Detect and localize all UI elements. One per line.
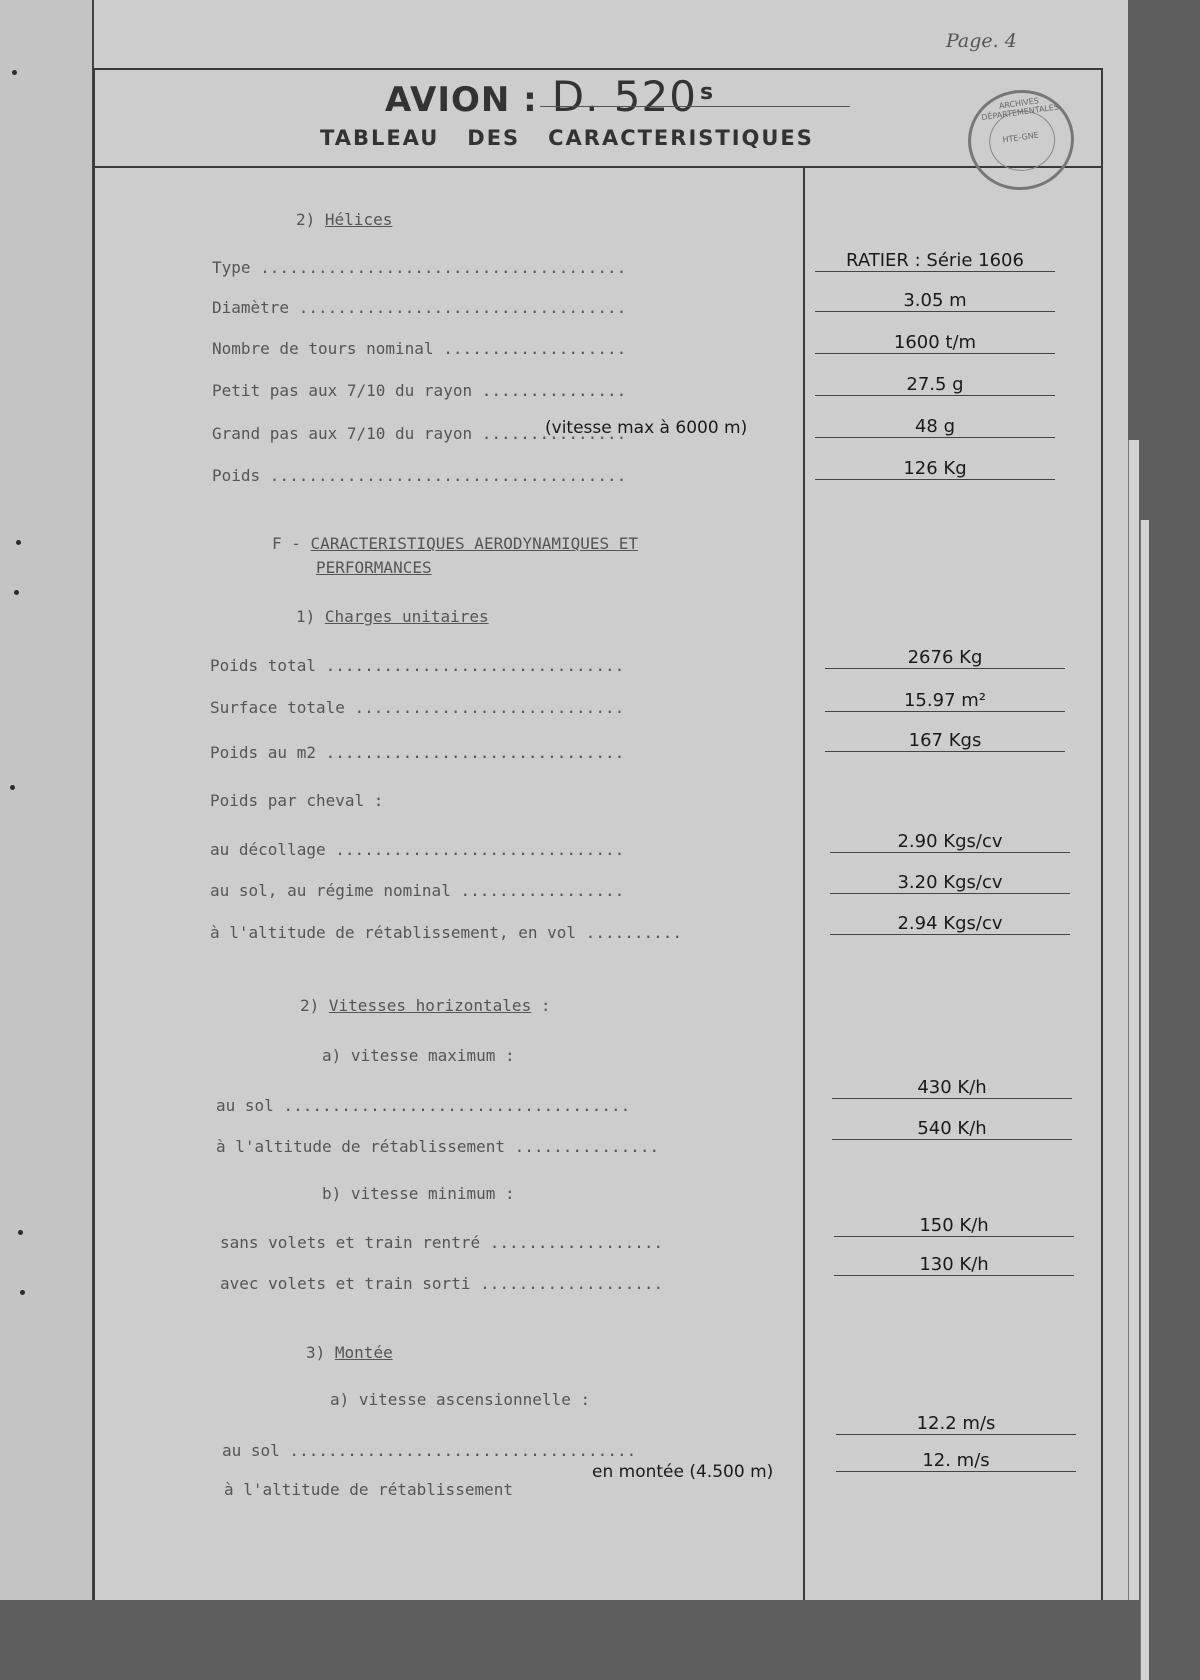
value-rule (815, 437, 1055, 438)
row-value: 12.2 m/s (916, 1413, 996, 1434)
row-label: avec volets et train sorti ................... (220, 1274, 664, 1293)
document-title (385, 72, 714, 121)
subsection-label: a) vitesse ascensionnelle : (330, 1390, 591, 1409)
punch-hole (10, 785, 15, 790)
row-label: Diamètre .................................. (212, 298, 627, 317)
subsection-label: Poids par cheval : (210, 791, 384, 810)
row-label: Petit pas aux 7/10 du rayon ............... (212, 381, 627, 400)
punch-hole (12, 70, 17, 75)
row-label: Nombre de tours nominal ................... (212, 339, 627, 358)
value-rule (815, 311, 1055, 312)
section-title: Charges unitaires (324, 607, 489, 626)
row-label: à l'altitude de rétablissement ............... (216, 1137, 660, 1156)
subsection-label: a) vitesse maximum : (322, 1046, 515, 1065)
section-vitesses (300, 996, 550, 1015)
punch-hole (20, 1290, 25, 1295)
punch-hole (14, 590, 19, 595)
section-title: Vitesses horizontales (328, 996, 532, 1015)
aircraft-model-suffix: s (699, 79, 715, 105)
section-title: CARACTERISTIQUES AERODYNAMIQUES ET (310, 534, 639, 553)
row-label: Poids total ............................... (210, 656, 625, 675)
value-rule (825, 668, 1065, 669)
row-value: 2676 Kg (907, 647, 983, 668)
value-rule (815, 353, 1055, 354)
punch-hole (18, 1230, 23, 1235)
section-number: 1) (296, 607, 316, 626)
column-divider (803, 166, 805, 1600)
row-value: RATIER : Série 1606 (846, 250, 1024, 271)
row-label: Poids au m2 ............................... (210, 743, 625, 762)
row-value: 150 K/h (919, 1215, 989, 1236)
row-value: 3.05 m (903, 290, 967, 311)
value-rule (815, 271, 1055, 272)
row-label: à l'altitude de rétablissement, en vol .......... (210, 923, 683, 942)
title-prefix: AVION : (385, 80, 538, 120)
section-helices (296, 210, 392, 229)
section-title: Montée (334, 1343, 393, 1362)
row-label: Type ...................................... (212, 258, 627, 277)
section-f-continued (316, 558, 432, 577)
row-label: au sol .................................... (216, 1096, 631, 1115)
section-prefix: F - (272, 534, 301, 553)
section-number: 2) (300, 996, 320, 1015)
value-rule (836, 1471, 1076, 1472)
section-number: 2) (296, 210, 316, 229)
row-label: Poids ..................................... (212, 466, 627, 485)
section-f (272, 534, 638, 553)
value-rule (825, 711, 1065, 712)
page-number: Page. 4 (946, 30, 1017, 52)
paper-edge (1128, 440, 1139, 1600)
header-divider (93, 166, 1103, 168)
row-label: Surface totale ............................ (210, 698, 625, 717)
stamp-text: ARCHIVES DÉPARTEMENTALES (980, 96, 1060, 123)
value-rule (834, 1275, 1074, 1276)
row-value: 540 K/h (917, 1118, 987, 1139)
value-rule (830, 893, 1070, 894)
row-value: 430 K/h (917, 1077, 987, 1098)
section-montee (306, 1343, 393, 1362)
subsection-label: b) vitesse minimum : (322, 1184, 515, 1203)
value-rule (836, 1434, 1076, 1435)
section-title-continued: PERFORMANCES (316, 558, 432, 577)
row-label: au décollage .............................. (210, 840, 625, 859)
row-value: 2.94 Kgs/cv (897, 913, 1003, 934)
row-value: 48 g (914, 416, 956, 437)
section-title: Hélices (324, 210, 393, 229)
value-rule (834, 1236, 1074, 1237)
stamp-mid-text: HTE-GNE (1002, 130, 1040, 145)
handwritten-note: (vitesse max à 6000 m) (545, 418, 748, 438)
value-rule (815, 395, 1055, 396)
punch-hole (16, 540, 21, 545)
section-charges (296, 607, 489, 626)
value-rule (830, 934, 1070, 935)
value-rule (830, 852, 1070, 853)
row-label: au sol, au régime nominal ................. (210, 881, 625, 900)
value-rule (825, 751, 1065, 752)
row-value: 130 K/h (919, 1254, 989, 1275)
section-suffix: : (531, 996, 551, 1015)
row-value: 3.20 Kgs/cv (897, 872, 1003, 893)
section-number: 3) (306, 1343, 326, 1362)
row-value: 15.97 m² (903, 690, 986, 711)
handwritten-note: en montée (4.500 m) (592, 1462, 774, 1482)
row-value: 2.90 Kgs/cv (897, 831, 1003, 852)
value-rule (815, 479, 1055, 480)
row-value: 167 Kgs (908, 730, 982, 751)
row-value: 12. m/s (922, 1450, 990, 1471)
row-value: 1600 t/m (893, 332, 977, 353)
row-label: à l'altitude de rétablissement (224, 1480, 513, 1499)
row-label: au sol .................................... (222, 1441, 637, 1460)
row-value: 27.5 g (906, 374, 964, 395)
row-value: 126 Kg (903, 458, 967, 479)
row-label: sans volets et train rentré .................. (220, 1233, 664, 1252)
row-label: Grand pas aux 7/10 du rayon ............... (212, 424, 627, 443)
document-subtitle: TABLEAU DES CARACTERISTIQUES (320, 126, 814, 150)
binding-strip (0, 0, 94, 1600)
paper-edge (1140, 520, 1149, 1680)
aircraft-model: D. 520 (551, 72, 697, 121)
value-rule (832, 1139, 1072, 1140)
value-rule (832, 1098, 1072, 1099)
title-underline (540, 106, 850, 107)
